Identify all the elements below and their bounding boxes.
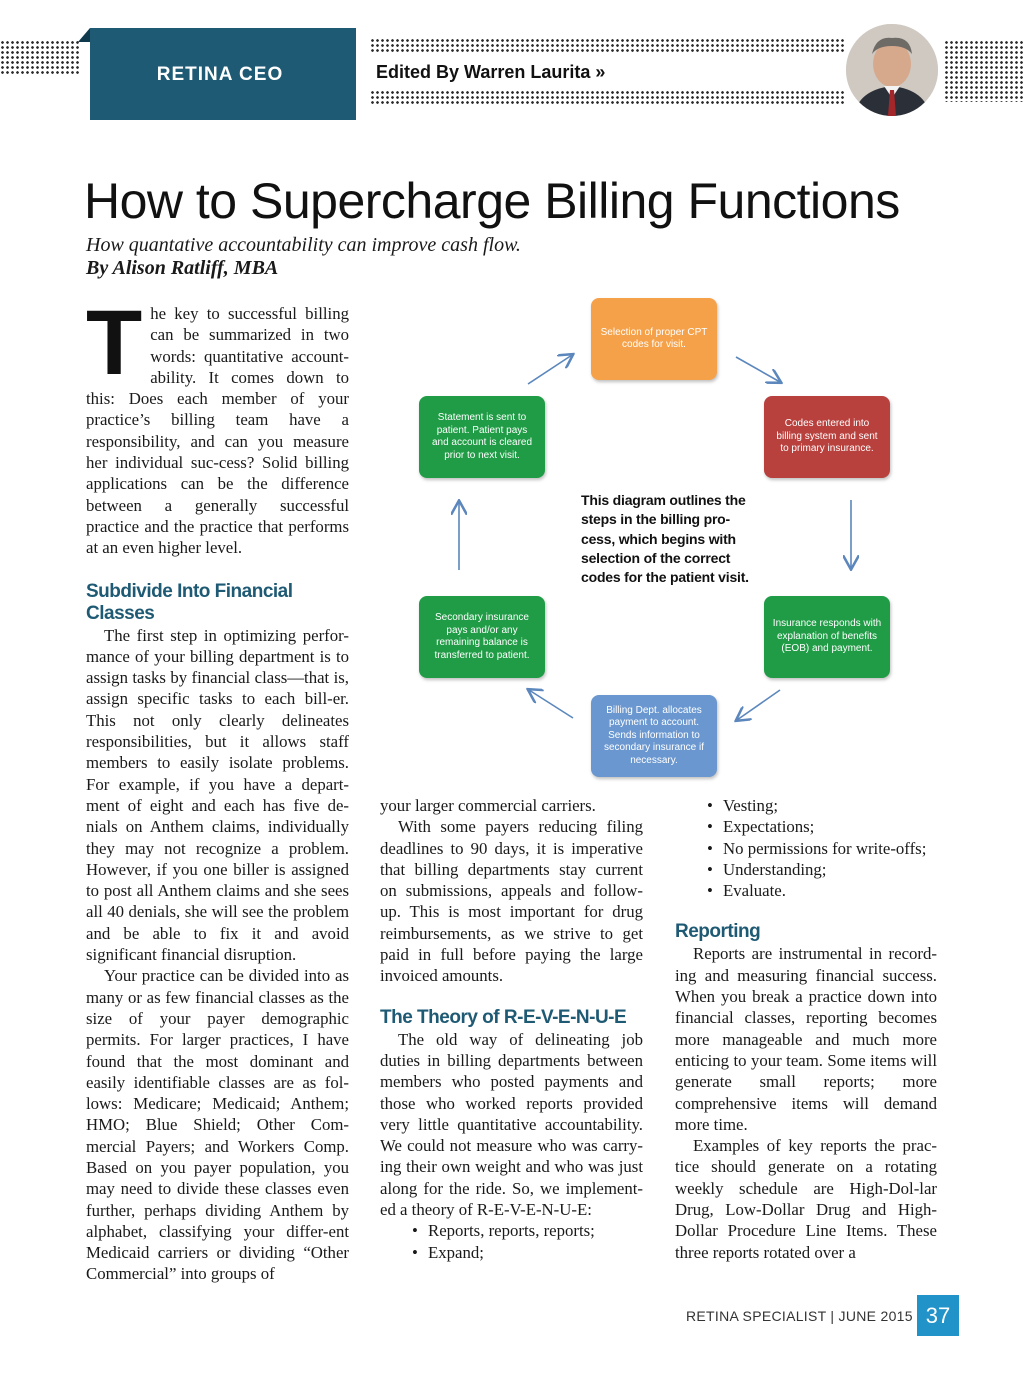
heading-revenue-theory: The Theory of R-E-V-E-N-U-E — [380, 1006, 627, 1028]
list-item: • No permissions for write-offs; — [723, 838, 937, 859]
page-number: 37 — [917, 1295, 959, 1336]
list-item: • Expand; — [428, 1242, 643, 1263]
heading-subdivide: Subdivide Into Financial Classes — [86, 580, 293, 624]
list-item: • Vesting; — [723, 795, 937, 816]
list-item: • Understanding; — [723, 859, 937, 880]
section-label: RETINA CEO — [156, 64, 284, 85]
article-title: How to Supercharge Billing Functions — [84, 173, 900, 229]
paragraph-old-way: The old way of delineating job duties in billing departments between members who posted payments and those who worked reports provided very little quantitative accountability. We could not measure who was carry-ing their own weight and who was just along for the ride. So, we implement-ed a theory of R-E-V-E-N-U-E: — [380, 1029, 643, 1220]
editor-credit: Edited By Warren Laurita » — [376, 62, 606, 82]
publication-footer: RETINA SPECIALIST | JUNE 2015 — [686, 1308, 913, 1324]
arrow-step4-to-step5 — [529, 690, 573, 718]
paragraph-first-step: The first step in optimizing perfor-mance of your billing department is to assign tasks by financial class—that is, assign specific tasks to each bill-er. This not only clearly delineates responsibilities, but it allows staff members to easily isolate problems. For example, if you have a depart-ment of eight and each has five de-nials on Anthem claims, individually they may not recognize a problem. However, if you one biller is assigned to post all Anthem claims and she sees all 40 denials, she will see the problem and be able to fix it and avoid significant financial disruption. — [86, 625, 349, 965]
column-2 — [380, 795, 643, 1263]
diagram-step-statement-sent: Statement is sent to patient. Patient pays and account is cleared prior to next visit. — [419, 396, 545, 478]
list-item: • Reports, reports, reports; — [428, 1220, 643, 1241]
column-3 — [675, 795, 937, 1263]
diagram-step-codes-entered: Codes entered into billing system and sent to primary insurance. — [764, 396, 890, 478]
diagram-caption: This diagram outlines the steps in the billing pro-cess, which begins with selection of the correct codes for the patient visit. — [581, 492, 749, 586]
paragraph-practice-classes: Your practice can be divided into as many or as few financial classes as the size of your payer demographic permits. For larger practices, I have found that the most dominant and easily identifiable classes are as fol-lows: Medicare; Medicaid; Anthem; HMO; Blue Shield; Other Com-mercial Payers; and Workers Comp. Based on you payer population, you may need to divide these classes even further, perhaps dividing Anthem by alphabet, classifying your differ-ent Medicaid carriers or dividing “Other Commercial” into groups of — [86, 966, 349, 1284]
diagram-step-insurance-responds: Insurance responds with explanation of benefits (EOB) and payment. — [764, 596, 890, 678]
arrow-step3-to-step4 — [737, 690, 780, 720]
diagram-step-secondary-insurance: Secondary insurance pays and/or any remaining balance is transferred to patient. — [419, 596, 545, 678]
list-item: • Expectations; — [723, 816, 937, 837]
paragraph-key-reports: Examples of key reports the prac-tice should generate on a rotating weekly schedule are High-Dol-lar Drug, Low-Dollar Drug and High-Dollar Procedure Line Items. These three reports rotated over a — [675, 1136, 937, 1262]
heading-reporting: Reporting — [675, 921, 761, 943]
paragraph-commercial-carriers: your larger commercial carriers. — [380, 796, 596, 815]
paragraph-filing-deadlines: With some payers reducing filing deadlines to 90 days, it is imperative that billing departments stay current on submissions, appeals and follow-up. This is most important for drug reimbursements, as we strive to get paid in full before paying the large invoiced amounts. — [380, 817, 643, 986]
drop-cap: T — [86, 292, 143, 394]
article-subtitle: How quantative accountability can improve cash flow. — [86, 234, 521, 256]
arrow-step1-to-step2 — [736, 357, 780, 382]
diagram-step-payment-allocation: Billing Dept. allocates payment to account. Sends information to secondary insurance if necessary. — [591, 695, 717, 777]
article-byline: By Alison Ratliff, MBA — [86, 257, 279, 279]
intro-text: he key to successful billing can be summarized in two words: quantitative account-ability. It comes down to this: Does each member of your practice’s billing team have a responsibility, and can you measure her individual suc-cess? Solid billing applications can be the difference between a generally successful practice and the practice that performs at an even higher level. — [86, 304, 349, 558]
revenue-list-part-1 — [380, 1220, 643, 1263]
diagram-step-cpt-selection: Selection of proper CPT codes for visit. — [591, 298, 717, 380]
arrow-step6-to-step1 — [528, 355, 572, 384]
revenue-list-part-2 — [675, 795, 937, 901]
list-item: • Evaluate. — [723, 880, 937, 901]
paragraph-reports-instrumental: Reports are instrumental in record-ing and measuring financial success. When you break a practice down into financial classes, reporting becomes more manageable and much more enticing to your team. Some items will generate small reports; more comprehensive items will demand more time. — [675, 944, 937, 1134]
